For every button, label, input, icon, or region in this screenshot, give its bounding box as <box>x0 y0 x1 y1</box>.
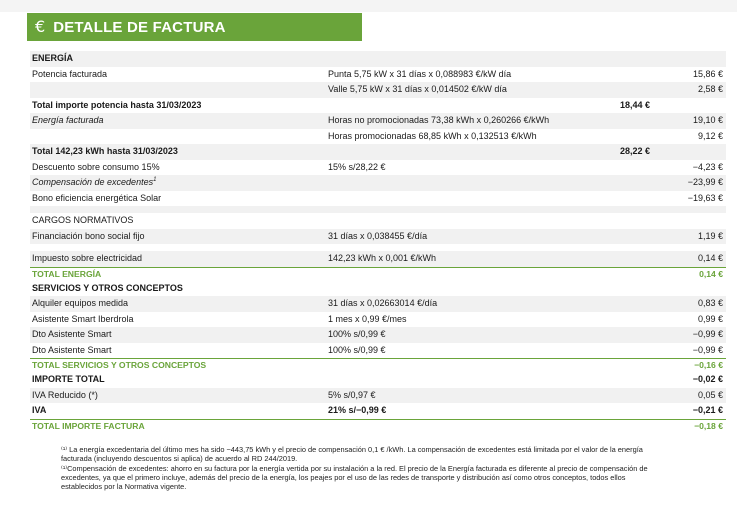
row-detail: 31 días x 0,038455 €/día <box>328 230 428 241</box>
total-row <box>30 267 726 281</box>
row-label: Financiación bono social fijo <box>32 230 145 241</box>
row-amount: 9,12 € <box>697 130 723 141</box>
row-amount: 1,19 € <box>697 230 723 241</box>
row-label: IVA Reducido (*) <box>32 389 98 400</box>
footnote: ⁽¹⁾Compensación de excedentes: ahorro en su factura por la energía vertida por su instalación a la red. El precio de la Energía facturada es diferente al precio de compensación de excedentes, ya que el primero incluye, además del precio de la energía, los peajes por el uso de las redes de transporte y distribución así como otros conceptos, todos ellos establecidos por la Normativa vigente. <box>61 463 648 492</box>
row-subtotal: 18,44 € <box>620 99 651 110</box>
invoice-row <box>30 251 726 267</box>
invoice-row <box>30 244 726 251</box>
invoice-row <box>30 296 726 312</box>
row-amount: −0,99 € <box>692 344 723 355</box>
row-label: Bono eficiencia energética Solar <box>32 192 162 203</box>
invoice-row <box>30 372 726 388</box>
row-amount: −0,16 € <box>694 360 723 370</box>
row-label: Total importe potencia hasta 31/03/2023 <box>32 99 202 110</box>
page-title: DETALLE DE FACTURA <box>53 18 226 36</box>
invoice-row <box>30 213 726 229</box>
invoice-row <box>30 327 726 343</box>
row-label: Total 142,23 kWh hasta 31/03/2023 <box>32 146 178 156</box>
footnote: ⁽¹⁾ La energía excedentaria del último mes ha sido −443,75 kWh y el precio de compensación 0,1 € /kWh. La compensación de excedentes está limitada por el valor de la energía facturada (incluyendo descuentos si aplica) de acuerdo al RD 244/2019. <box>61 445 643 464</box>
row-label: Asistente Smart Iberdrola <box>32 313 134 324</box>
row-label: TOTAL SERVICIOS Y OTROS CONCEPTOS <box>32 360 207 370</box>
row-detail: Valle 5,75 kW x 31 días x 0,014502 €/kW día <box>328 84 507 94</box>
row-amount: −0,21 € <box>692 405 723 415</box>
row-label: Alquiler equipos medida <box>32 298 129 308</box>
row-label: Impuesto sobre electricidad <box>32 253 143 263</box>
row-amount: −0,99 € <box>692 329 723 339</box>
row-amount: 15,86 € <box>692 68 723 79</box>
row-label: TOTAL ENERGÍA <box>32 268 102 279</box>
invoice-row <box>30 281 726 297</box>
euro-icon: € <box>35 17 46 36</box>
invoice-row <box>30 388 726 404</box>
row-amount: −0,02 € <box>692 374 723 384</box>
row-label: TOTAL IMPORTE FACTURA <box>32 420 145 431</box>
row-subtotal: 28,22 € <box>620 146 651 156</box>
row-amount: 0,83 € <box>697 298 723 308</box>
invoice-row <box>30 343 726 359</box>
row-label: IMPORTE TOTAL <box>32 374 105 384</box>
row-detail: 100% s/0,99 € <box>328 344 386 355</box>
footnote-marker: 1 <box>153 177 157 183</box>
row-amount: 0,05 € <box>697 389 723 400</box>
row-label: Compensación de excedentes$^1$ <box>32 177 157 187</box>
row-detail: 142,23 kWh x 0,001 €/kWh <box>328 253 437 263</box>
row-amount: 2,58 € <box>697 84 723 94</box>
row-label: ENERGÍA <box>32 53 74 63</box>
row-amount: 0,14 € <box>699 268 723 279</box>
invoice-row <box>30 113 726 129</box>
invoice-row <box>30 191 726 207</box>
invoice-row <box>30 403 726 419</box>
row-detail: 15% s/28,22 € <box>328 161 386 172</box>
row-label: Dto Asistente Smart <box>32 329 112 339</box>
row-amount: −4,23 € <box>692 161 723 172</box>
invoice-row <box>30 129 726 145</box>
row-amount: −0,18 € <box>694 420 723 431</box>
invoice-row <box>30 144 726 160</box>
invoice-row <box>30 312 726 328</box>
row-amount: −23,99 € <box>687 177 723 187</box>
row-detail: Punta 5,75 kW x 31 días x 0,088983 €/kW día <box>328 68 512 79</box>
row-label: Dto Asistente Smart <box>32 344 112 355</box>
top-band <box>0 0 737 12</box>
row-amount: 0,99 € <box>697 313 723 324</box>
row-detail: 5% s/0,97 € <box>328 389 376 400</box>
row-amount: 19,10 € <box>692 115 723 125</box>
invoice-row <box>30 51 726 67</box>
row-detail: 21% s/−0,99 € <box>328 405 387 415</box>
invoice-row <box>30 229 726 245</box>
row-label: SERVICIOS Y OTROS CONCEPTOS <box>32 282 183 293</box>
total-row <box>30 419 726 433</box>
invoice-row <box>30 82 726 98</box>
row-label: Potencia facturada <box>32 68 108 79</box>
row-label: Energía facturada <box>32 115 104 125</box>
invoice-row <box>30 175 726 191</box>
row-detail: Horas no promocionadas 73,38 kWh x 0,260266 €/kWh <box>328 115 550 125</box>
row-label: CARGOS NORMATIVOS <box>32 215 134 225</box>
invoice-row <box>30 160 726 176</box>
invoice-row <box>30 206 726 213</box>
section-header <box>27 13 362 41</box>
footnotes <box>61 445 661 491</box>
invoice-row <box>30 98 726 114</box>
total-row <box>30 358 726 372</box>
invoice-table <box>30 51 726 433</box>
row-label: Descuento sobre consumo 15% <box>32 161 160 172</box>
row-detail: 31 días x 0,02663014 €/día <box>328 298 438 308</box>
row-detail: 1 mes x 0,99 €/mes <box>328 313 407 324</box>
invoice-row <box>30 67 726 83</box>
row-amount: 0,14 € <box>697 253 723 263</box>
row-amount: −19,63 € <box>687 192 723 203</box>
row-detail: 100% s/0,99 € <box>328 329 386 339</box>
row-label: IVA <box>32 405 47 415</box>
row-detail: Horas promocionadas 68,85 kWh x 0,132513 €/kWh <box>328 130 537 141</box>
